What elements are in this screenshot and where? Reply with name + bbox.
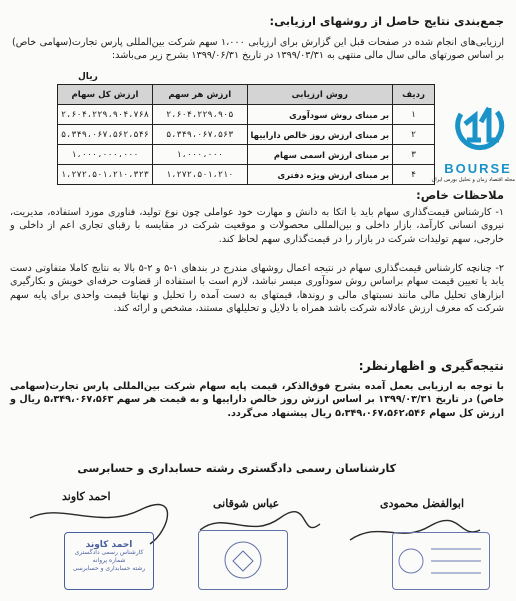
table-row bbox=[58, 125, 435, 145]
cell-row-number: ۲ bbox=[393, 125, 435, 145]
summary-heading: جمع‌بندی نتایج حاصل از روشهای ارزیابی: bbox=[269, 14, 504, 28]
signer-name: احمد کاوند bbox=[62, 490, 111, 503]
stamp-emblem-icon bbox=[199, 531, 287, 589]
official-stamp bbox=[198, 530, 288, 590]
table-row bbox=[58, 165, 435, 185]
signer-name: ابوالفضل محمودی bbox=[380, 497, 465, 510]
experts-title: کارشناسان رسمی دادگستری رشته حسابداری و حسابرسی bbox=[77, 462, 396, 475]
cell-row-number: ۳ bbox=[393, 145, 435, 165]
special-note-2: ۲- چنانچه کارشناس قیمت‌گذاری سهام در نتیجه اعمال روشهای مندرج در بندهای ۱-۵ و ۲-۵ بالا به نتایج کاملا متفاوتی دست یابد یا تعیین قیمت سهام براساس روش سودآوری میسر نباشد، لازم است با استفاده از قضاوت حرفه‌ای خویش و بکارگیری ابزارهای تحلیل مالی مانند نسبتهای مالی و روندها، قیمتهای به دست آمده را تحلیل و نهایتا قیمت واحدی برای پایه سهم شرکت که معرف ارزش عادلانه شرکت باشد همراه با دلایل و تحلیلهای مستند، مشخص و ارائه کند. bbox=[10, 263, 504, 315]
cell-method: بر مبنای ارزش اسمی سهام bbox=[247, 145, 393, 165]
special-notes-heading: ملاحظات خاص: bbox=[416, 188, 504, 202]
table-row bbox=[58, 105, 435, 125]
cell-per-share: ۱،۲۷۲،۵۰۱،۲۱۰ bbox=[152, 165, 247, 185]
official-stamp bbox=[392, 532, 490, 590]
bourse-logo bbox=[431, 100, 515, 183]
special-note-1: ۱- کارشناس قیمت‌گذاری سهام باید با اتکا به دانش و مهارت خود عواملی چون نوع تولید، فناوری مورد استفاده، مدیریت، نیروی انسانی کارآمد، بازار داخلی و بین‌المللی محصولات و موقعیت شرکت در مقایسه با رقبای تجاری اعم از داخلی و خارجی، سهم تولیدات شرکت در بازار را در قیمت‌گذاری سهم لحاظ کند. bbox=[10, 207, 504, 245]
stamp-line: شماره پروانه bbox=[92, 557, 126, 564]
conclusion-heading: نتیجه‌گیری و اظهارنظر: bbox=[358, 358, 504, 373]
summary-intro: ارزیابی‌های انجام شده در صفحات قبل این گزارش برای ارزیابی ۱،۰۰۰ سهم شرکت بین‌المللی پارس تجارت(سهامی خاص) بر اساس صورتهای مالی سال مالی منتهی به ۱۳۹۹/۰۳/۳۱ در تاریخ ۱۳۹۹/۰۶/۳۱ بشرح زیر می‌باشد: bbox=[12, 37, 504, 62]
currency-label: ریال bbox=[78, 72, 98, 82]
stamp-line: رشته حسابداری و حسابرسی bbox=[72, 565, 146, 572]
stamp-emblem-icon bbox=[393, 533, 489, 589]
col-total: ارزش کل سهام bbox=[58, 85, 153, 105]
valuation-table bbox=[57, 84, 435, 185]
table-row bbox=[58, 145, 435, 165]
cell-per-share: ۵،۳۴۹،۰۶۷،۵۶۳ bbox=[152, 125, 247, 145]
cell-row-number: ۴ bbox=[393, 165, 435, 185]
signer-name: عباس شوقانی bbox=[213, 497, 280, 510]
table-header-row bbox=[58, 85, 435, 105]
bourse-tagline: مجله اقتصاد زمان و تحلیل بورس ایران bbox=[431, 177, 515, 183]
stamp-line: کارشناس رسمی دادگستری bbox=[74, 549, 144, 556]
bourse-brand: BOURSE bbox=[444, 161, 512, 176]
bourse-emblem-icon bbox=[441, 100, 515, 158]
cell-per-share: ۱،۰۰۰،۰۰۰ bbox=[152, 145, 247, 165]
cell-total: ۵،۳۴۹،۰۶۷،۵۶۲،۵۴۶ bbox=[58, 125, 153, 145]
cell-total: ۱،۲۷۲،۵۰۱،۲۱۰،۳۲۳ bbox=[58, 165, 153, 185]
cell-per-share: ۲،۶۰۴،۲۲۹،۹۰۵ bbox=[152, 105, 247, 125]
col-method: روش ارزیابی bbox=[247, 85, 393, 105]
stamp-name: احمد کاوند bbox=[85, 540, 133, 550]
col-row: ردیف bbox=[393, 85, 435, 105]
cell-method: بر مبنای روش سودآوری bbox=[247, 105, 393, 125]
cell-total: ۱،۰۰۰،۰۰۰،۰۰۰ bbox=[58, 145, 153, 165]
col-per-share: ارزش هر سهم bbox=[152, 85, 247, 105]
conclusion-body: با توجه به ارزیابی بعمل آمده بشرح فوق‌الذکر، قیمت پایه سهام شرکت بین‌المللی پارس تجارت(سهامی خاص) در تاریخ ۱۳۹۹/۰۳/۳۱ بر اساس ارزش روز خالص داراییها و به قیمت هر سهم ۵،۳۴۹،۰۶۷،۵۶۳ ریال و ارزش کل سهام ۵،۳۴۹،۰۶۷،۵۶۲،۵۴۶ ریال پیشنهاد می‌گردد. bbox=[10, 381, 504, 419]
cell-method: بر مبنای ارزش ویژه دفتری bbox=[247, 165, 393, 185]
cell-row-number: ۱ bbox=[393, 105, 435, 125]
cell-total: ۲،۶۰۴،۲۲۹،۹۰۴،۷۶۸ bbox=[58, 105, 153, 125]
official-stamp bbox=[64, 532, 154, 590]
cell-method: بر مبنای ارزش روز خالص داراییها bbox=[247, 125, 393, 145]
